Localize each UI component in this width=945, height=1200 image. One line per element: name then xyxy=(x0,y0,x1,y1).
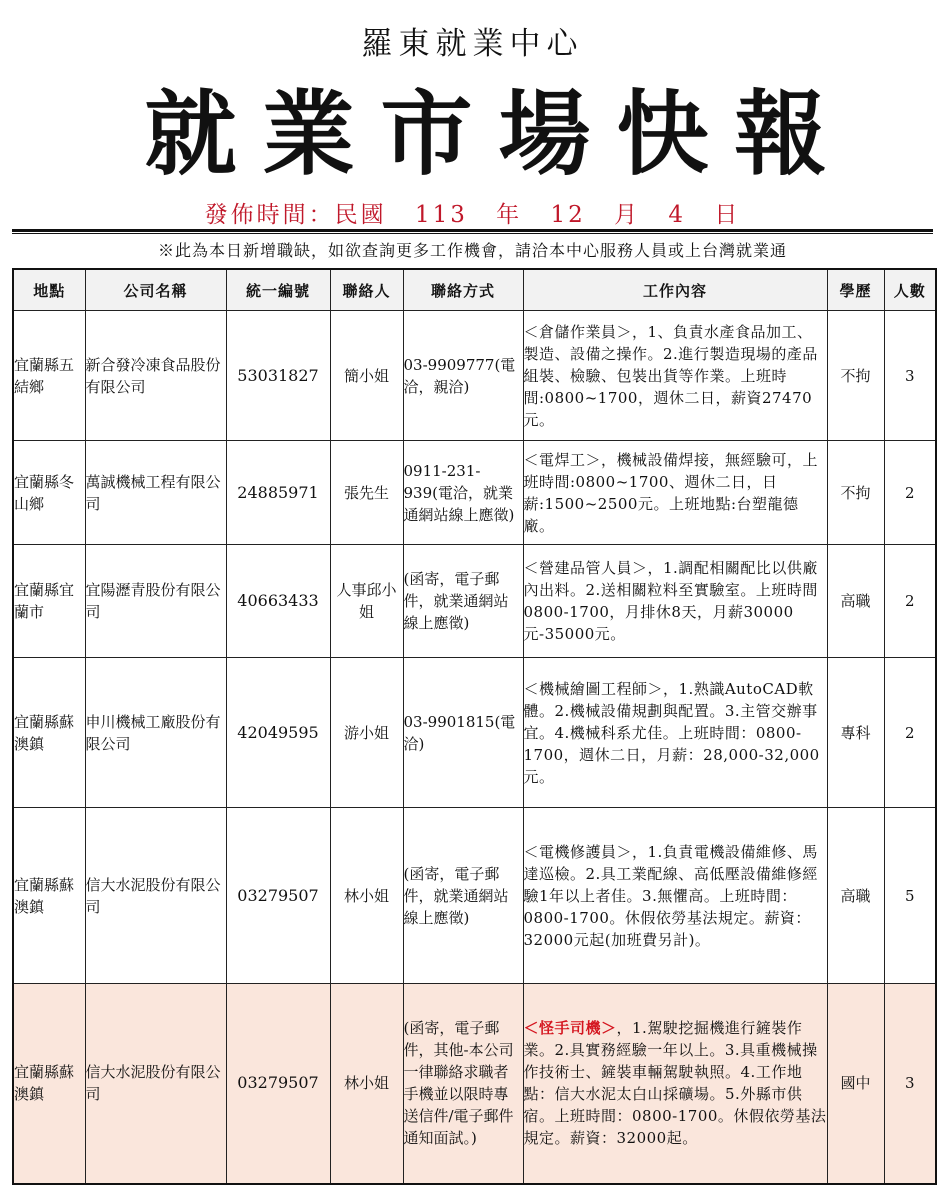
cell-contact-person: 游小姐 xyxy=(330,658,403,808)
col-header-tax-id: 統一編號 xyxy=(226,269,330,311)
date-month-unit: 月 xyxy=(614,202,641,228)
table-row xyxy=(13,658,936,808)
job-content-text: ＜營建品管人員＞，1.調配相關配比以供廠內出料。2.送相關粒料至實驗室。上班時間0800-1700，月排休8天，月薪30000元-35000元。 xyxy=(523,559,818,643)
cell-tax-id: 42049595 xyxy=(226,658,330,808)
publish-date xyxy=(0,196,945,229)
cell-company: 信大水泥股份有限公司 xyxy=(85,984,226,1184)
table-header-row xyxy=(13,269,936,311)
cell-job-content xyxy=(523,658,827,808)
date-prefix: 發佈時間：民國 xyxy=(204,202,387,228)
cell-job-content xyxy=(523,311,827,441)
cell-contact-method: (函寄，電子郵件，就業通網站線上應徵) xyxy=(403,808,523,984)
cell-count: 2 xyxy=(884,658,936,808)
table-row xyxy=(13,441,936,545)
cell-company: 宜陽瀝青股份有限公司 xyxy=(85,545,226,658)
col-header-contact-person: 聯絡人 xyxy=(330,269,403,311)
cell-count: 2 xyxy=(884,441,936,545)
cell-count: 3 xyxy=(884,311,936,441)
cell-contact-method: (函寄，電子郵件，其他-本公司一律聯絡求職者手機並以限時專送信件/電子郵件通知面試。) xyxy=(403,984,523,1184)
table-row xyxy=(13,808,936,984)
cell-company: 新合發冷凍食品股份有限公司 xyxy=(85,311,226,441)
header-divider xyxy=(12,229,933,232)
date-year-unit: 年 xyxy=(496,202,523,228)
col-header-job-content: 工作內容 xyxy=(523,269,827,311)
cell-contact-person: 林小姐 xyxy=(330,808,403,984)
cell-location: 宜蘭縣蘇澳鎮 xyxy=(13,984,85,1184)
date-year: 113 xyxy=(414,202,468,228)
page-title: 就業市場快報 xyxy=(144,80,853,188)
cell-contact-method: 03-9909777(電洽，親洽) xyxy=(403,311,523,441)
job-content-text: ＜機械繪圖工程師＞，1.熟識AutoCAD軟體。2.機械設備規劃與配置。3.主管交辦事宜。4.機械科系尤佳。上班時間：0800-1700，週休二日，月薪：28,000-32,000元。 xyxy=(523,679,820,786)
cell-job-content xyxy=(523,545,827,658)
job-table xyxy=(12,268,937,1185)
cell-contact-person: 張先生 xyxy=(330,441,403,545)
cell-location: 宜蘭縣宜蘭市 xyxy=(13,545,85,658)
cell-count: 2 xyxy=(884,545,936,658)
cell-contact-person: 林小姐 xyxy=(330,984,403,1184)
table-row xyxy=(13,545,936,658)
cell-count: 3 xyxy=(884,984,936,1184)
date-day: 4 xyxy=(668,202,687,228)
col-header-location: 地點 xyxy=(13,269,85,311)
cell-contact-method: 0911-231-939(電洽，就業通網站線上應徵) xyxy=(403,441,523,545)
cell-job-content xyxy=(523,984,827,1184)
header-divider-thin xyxy=(12,233,933,234)
cell-company: 信大水泥股份有限公司 xyxy=(85,808,226,984)
job-content-text: ＜電機修護員＞，1.負責電機設備維修、馬達巡檢。2.具工業配線、高低壓設備維修經驗1年以上者佳。3.無懼高。上班時間：0800-1700。休假依勞基法規定。薪資：32000元起(加班費另計)。 xyxy=(523,842,818,949)
org-name: 羅東就業中心 xyxy=(361,26,584,62)
table-row xyxy=(13,311,936,441)
col-header-company: 公司名稱 xyxy=(85,269,226,311)
cell-count: 5 xyxy=(884,808,936,984)
col-header-count: 人數 xyxy=(884,269,936,311)
cell-tax-id: 40663433 xyxy=(226,545,330,658)
col-header-education: 學歷 xyxy=(827,269,884,311)
cell-job-content xyxy=(523,808,827,984)
cell-contact-person: 人事邱小姐 xyxy=(330,545,403,658)
job-content-text: ＜倉儲作業員＞，1、負責水產食品加工、製造、設備之操作。2.進行製造現場的產品組裝、檢驗、包裝出貨等作業。上班時間:0800~1700，週休二日，薪資27470元。 xyxy=(523,322,818,429)
cell-tax-id: 53031827 xyxy=(226,311,330,441)
cell-company: 萬誠機械工程有限公司 xyxy=(85,441,226,545)
cell-education: 高職 xyxy=(827,545,884,658)
job-content-text: ，1.駕駛挖掘機進行鏟裝作業。2.具實務經驗一年以上。3.具重機械操作技術士、鏟裝車輛駕駛執照。4.工作地點：信大水泥太白山採礦場。5.外縣市供宿。上班時間：0800-1700。休假依勞基法規定。薪資：32000起。 xyxy=(523,1019,827,1148)
cell-location: 宜蘭縣蘇澳鎮 xyxy=(13,658,85,808)
date-day-unit: 日 xyxy=(714,202,741,228)
cell-education: 高職 xyxy=(827,808,884,984)
cell-job-content xyxy=(523,441,827,545)
cell-education: 不拘 xyxy=(827,441,884,545)
cell-contact-method: 03-9901815(電洽) xyxy=(403,658,523,808)
cell-tax-id: 03279507 xyxy=(226,808,330,984)
col-header-contact-method: 聯絡方式 xyxy=(403,269,523,311)
table-row xyxy=(13,984,936,1184)
cell-location: 宜蘭縣冬山鄉 xyxy=(13,441,85,545)
cell-tax-id: 03279507 xyxy=(226,984,330,1184)
cell-education: 不拘 xyxy=(827,311,884,441)
cell-education: 國中 xyxy=(827,984,884,1184)
cell-location: 宜蘭縣五結鄉 xyxy=(13,311,85,441)
date-month: 12 xyxy=(550,202,586,228)
cell-contact-person: 簡小姐 xyxy=(330,311,403,441)
notice-text: ※此為本日新增職缺，如欲查詢更多工作機會，請洽本中心服務人員或上台灣就業通 xyxy=(157,241,787,260)
job-content-text: ＜電焊工＞，機械設備焊接，無經驗可，上班時間:0800~1700、週休二日，日薪:1500~2500元。上班地點:台塑龍德廠。 xyxy=(523,450,819,535)
cell-contact-method: (函寄，電子郵件，就業通網站線上應徵) xyxy=(403,545,523,658)
cell-company: 申川機械工廠股份有限公司 xyxy=(85,658,226,808)
cell-location: 宜蘭縣蘇澳鎮 xyxy=(13,808,85,984)
job-title-highlight: ＜怪手司機＞ xyxy=(523,1019,617,1038)
cell-education: 專科 xyxy=(827,658,884,808)
cell-tax-id: 24885971 xyxy=(226,441,330,545)
